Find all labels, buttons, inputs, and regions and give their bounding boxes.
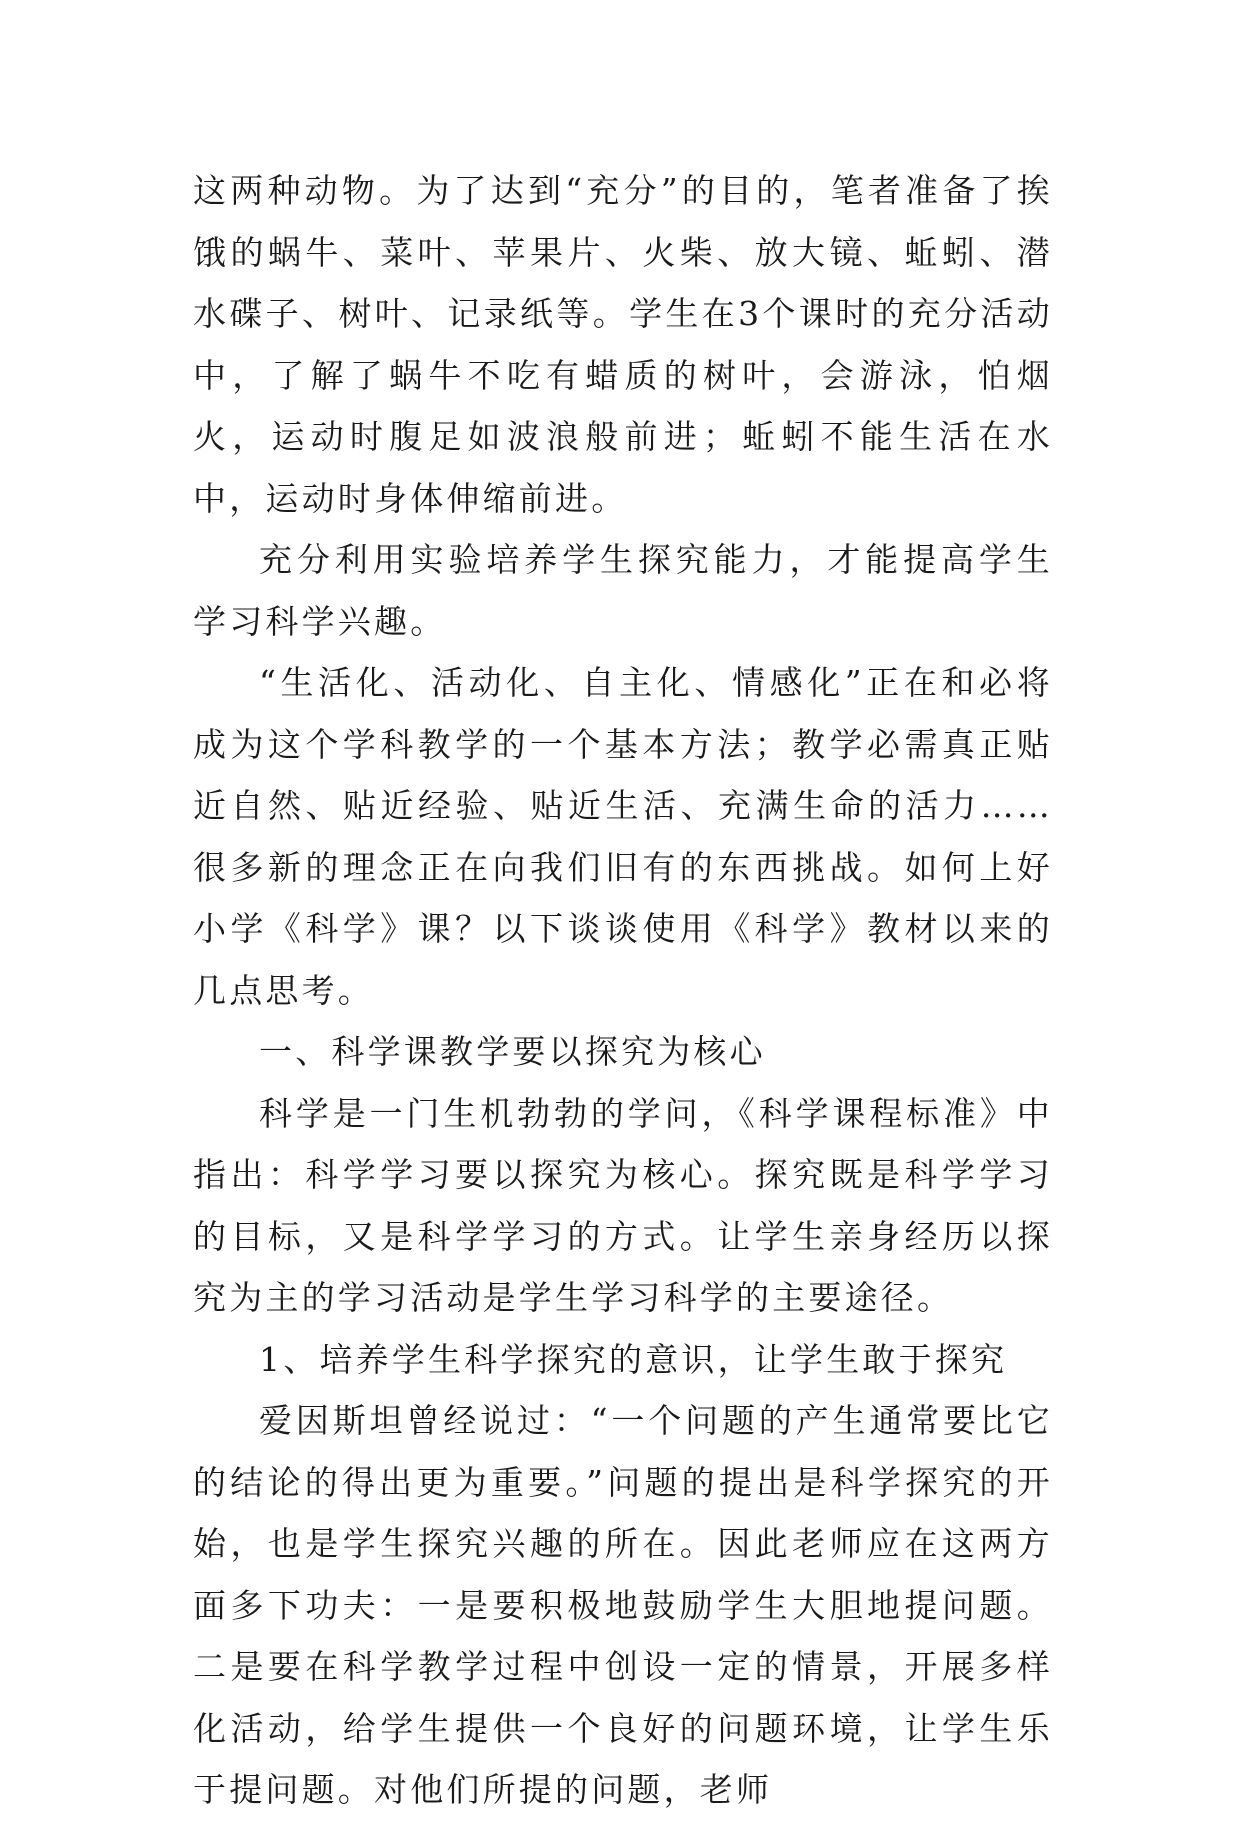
paragraph-science-standard: 科学是一门生机勃勃的学问，《科学课程标准》中指出：科学学习要以探究为核心。探究既是科学学习的目标，又是科学学习的方式。让学生亲身经历以探究为主的学习活动是学生学习科学的主要途径。 <box>193 1093 1053 1317</box>
paragraph-teaching-method: “生活化、活动化、自主化、情感化”正在和必将成为这个学科教学的一个基本方法；教学必需真正贴近自然、贴近经验、贴近生活、充满生命的活力……很多新的理念正在向我们旧有的东西挑战。如何上好小学《科学》课？以下谈谈使用《科学》教材以来的几点思考。 <box>193 663 1053 1010</box>
paragraph-einstein-quote: 爱因斯坦曾经说过：“一个问题的产生通常要比它的结论的得出更为重要。”问题的提出是科学探究的开始，也是学生探究兴趣的所在。因此老师应在这两方面多下功夫：一是要积极地鼓励学生大胆地提问题。二是要在科学教学过程中创设一定的情景，开展多样化活动，给学生提供一个良好的问题环境，让学生乐于提问题。对他们所提的问题，老师 <box>193 1401 1053 1809</box>
paragraph-experiment-interest: 充分利用实验培养学生探究能力，才能提高学生学习科学兴趣。 <box>193 540 1053 641</box>
section-heading-inquiry-core: 一、科学课教学要以探究为核心 <box>259 1032 766 1071</box>
subheading-inquiry-awareness: 1、培养学生科学探究的意识，让学生敢于探究 <box>259 1339 1008 1379</box>
paragraph-continuation: 这两种动物。为了达到“充分”的目的，笔者准备了挨饿的蜗牛、菜叶、苹果片、火柴、放大镜、蚯蚓、潜水碟子、树叶、记录纸等。学生在3个课时的充分活动中，了解了蜗牛不吃有蜡质的树叶，会游泳，怕烟火，运动时腹足如波浪般前进；蚯蚓不能生活在水中，运动时身体伸缩前进。 <box>193 171 1053 518</box>
document-body <box>193 160 1053 1821</box>
